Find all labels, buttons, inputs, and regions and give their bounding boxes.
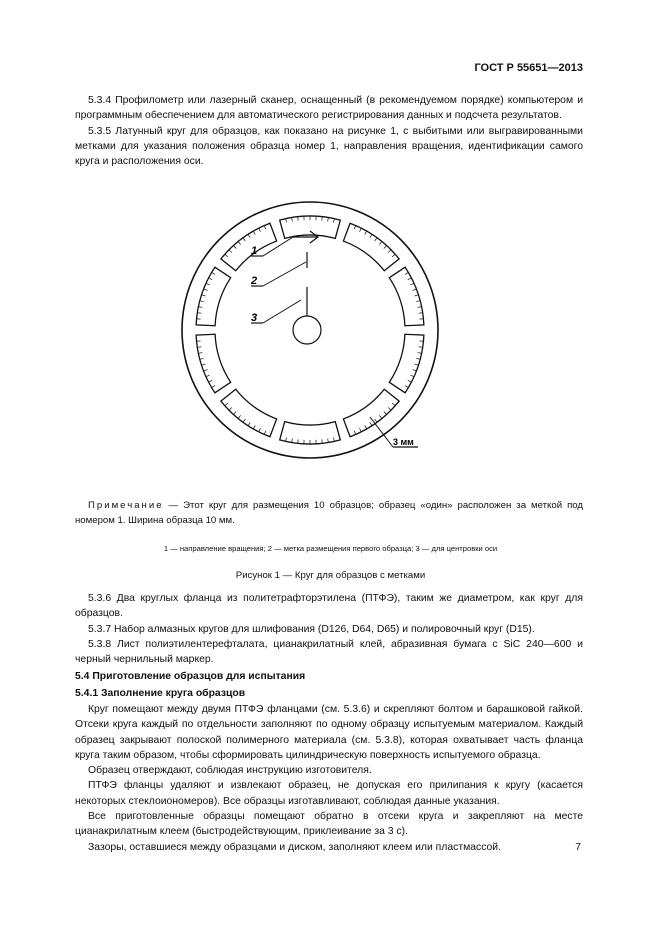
slot-hatch [354,226,356,230]
slot-hatch [328,439,329,443]
paragraph-5-3-8: 5.3.8 Лист полиэтилентерефталата, цианакрилатный клей, абразивная бумага с SiC 240—600 и черный чернильный маркер. [75,638,583,666]
slot-hatch [405,272,408,274]
slot-hatch [253,425,255,428]
sample-wheel [182,202,438,458]
slot-hatch [354,431,356,435]
slot-hatch [243,238,245,241]
slot-hatch [405,386,408,388]
label-3-marker [251,287,321,344]
slot-hatch [229,250,232,253]
sample-slot [389,267,424,326]
note-text: — Этот круг для размещения 10 образцов; образец «один» расположен за меткой под номером 1. Ширина образца 10 мм. [75,500,583,526]
slot-hatch [410,375,414,377]
slot-hatch [415,295,419,296]
paragraph-5-3-4: 5.3.4 Профилометр или лазерный сканер, оснащенный (в рекомендуемом порядке) компьютером и программным обеспечением для автоматического регистрирования данных и подсчета результатов. [75,95,583,122]
figure-legend: 1 — направление вращения; 2 — метка размещения первого образца; 3 — для центровки оси [163,544,498,553]
slot-hatch [370,234,372,237]
slot-hatch [238,242,241,245]
wheel-outer-rim [182,202,438,458]
sample-slot [389,334,424,393]
slot-hatch [225,254,228,257]
paragraph-5-3-7: 5.3.7 Набор алмазных кругов для шлифования (D126, D64, D65) и полировочный круг (D15). [88,623,535,635]
slot-hatch [413,370,417,371]
slot-hatch [379,415,382,418]
section-body [75,702,583,855]
slot-hatch [286,437,287,441]
page-number: 7 [575,842,581,853]
figure-caption: Рисунок 1 — Круг для образцов с метками [235,570,426,581]
slot-hatch [419,347,423,348]
sample-slot [196,334,231,393]
slot-hatch [264,226,266,230]
slot-hatch [415,364,419,365]
slot-hatch [259,228,261,232]
slot-hatch [286,219,287,223]
slot-hatch [248,422,250,425]
slot-hatch [212,386,215,388]
slot-hatch [233,246,236,249]
sample-wheel-figure [150,190,470,480]
slot-hatch [413,289,417,290]
dimension-label: 3 мм [393,437,414,447]
paragraphs-mid [75,591,583,667]
slot-hatch [198,353,202,354]
slot-hatch [360,228,362,232]
section-heading: 5.4 Приготовление образцов для испытания [75,671,306,682]
slot-hatch [253,231,255,234]
slot-hatch [375,238,377,241]
figure-label-3: 3 [251,312,258,324]
slot-hatch [365,425,367,428]
slot-hatch [419,313,423,314]
slot-hatch [225,403,228,406]
slot-hatch [328,217,329,221]
slot-hatch [388,250,391,253]
slot-hatch [206,283,210,285]
slot-hatch [392,254,395,257]
slot-hatch [229,407,232,410]
slot-hatch [388,407,391,410]
slot-hatch [197,347,201,348]
section-paragraph: Все приготовленные образцы помещают обратно в отсеки круга и закрепляют на месте цианакрилатным клеем (быстродействующим, приклеивание за 3 с). [75,811,583,838]
slot-hatch [370,422,372,425]
slot-hatch [209,380,213,382]
slot-hatch [204,289,208,290]
slot-hatch [292,439,293,443]
slot-hatch [200,301,204,302]
figure-label-2: 2 [251,275,258,287]
slot-hatch [334,437,335,441]
slot-hatch [375,419,377,422]
slot-hatch [408,380,412,382]
slot-hatch [259,428,261,432]
sample-slot [196,267,231,326]
slot-hatch [204,370,208,371]
slot-hatch [233,412,236,415]
slot-hatch [416,301,420,302]
slot-hatch [365,231,367,234]
slot-hatch [243,419,245,422]
section-paragraph: ПТФЭ фланцы удаляют и извлекают образец, не допуская его прилипания к кругу (касается некоторых стеклоиономеров). Все образцы изготавливают, соблюдая данные указания. [75,780,583,807]
slot-hatch [379,242,382,245]
paragraphs-top [75,93,583,169]
slot-hatch [238,415,241,418]
note-prefix: Примечание [88,500,164,511]
slot-hatch [198,307,202,308]
slot-hatch [334,219,335,223]
slot-hatch [200,358,204,359]
figure-label-1: 1 [251,245,258,257]
paragraph-5-3-5: 5.3.5 Латунный круг для образцов, как показано на рисунке 1, с выбитыми или выгравированными метками для указания положения образца номер 1, направления вращения, идентификации самого круга и расположения оси. [75,125,583,168]
slot-hatch [206,375,210,377]
slot-hatch [392,403,395,406]
paragraph-5-3-6: 5.3.6 Два круглых фланца из политетрафторэтилена (ПТФЭ), таким же диаметром, как круг для образцов. [75,593,583,620]
slot-hatch [418,307,422,308]
section-paragraph: Зазоры, оставшиеся между образцами и диском, заполняют клеем или пластмассой. [88,841,501,853]
slot-hatch [202,295,206,296]
slot-hatch [410,283,414,285]
slot-hatch [292,217,293,221]
section-paragraph: Образец отверждают, соблюдая инструкцию изготовителя. [88,765,372,777]
slot-hatch [202,364,206,365]
slot-hatch [384,246,387,249]
slot-hatch [408,278,412,280]
slot-hatch [416,358,420,359]
slot-hatch [212,272,215,274]
slot-hatch [384,412,387,415]
slot-hatch [418,353,422,354]
slot-hatch [197,313,201,314]
label-2-marker [250,252,307,287]
figure-note [75,498,583,528]
slot-hatch [264,431,266,435]
slot-hatch [209,278,213,280]
section-paragraph: Круг помещают между двумя ПТФЭ фланцами (см. 5.3.6) и скрепляют болтом и барашковой гайкой. Отсеки круга каждый по отдельности заполняют по одному образцу испытуемым материалом. Каждый образец закрывают полоской полимерного материала (см. 5.3.8), которая охватывает часть фланца круга таким образом, чтобы сформировать цилиндрическую поверхность испытуемого образца. [75,704,583,761]
standard-header: ГОСТ Р 55651—2013 [474,62,583,74]
slot-hatch [248,234,250,237]
subsection-heading: 5.4.1 Заполнение круга образцов [75,688,246,699]
slot-hatch [360,428,362,432]
